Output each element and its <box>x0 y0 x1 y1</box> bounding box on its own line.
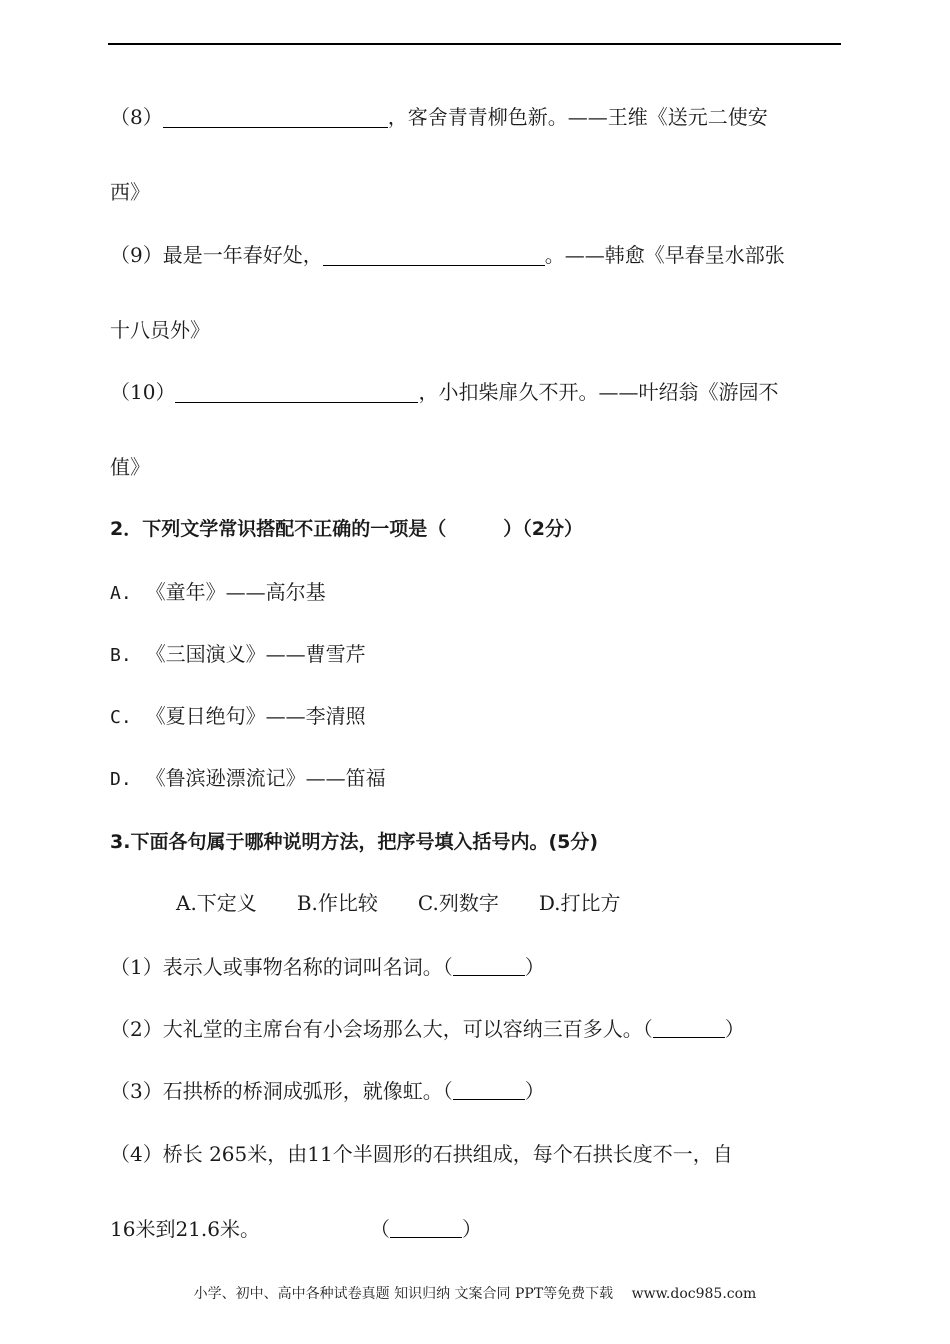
method-a: A.下定义 <box>176 891 257 915</box>
header-rule <box>108 43 841 45</box>
answer-blank[interactable] <box>390 1219 462 1238</box>
sentence-text: 16米到21.6米。 <box>110 1217 260 1241</box>
q2-option-b[interactable] <box>110 640 366 670</box>
paren-open: （ <box>442 955 453 979</box>
item-8-text: ，客舍青青柳色新。——王维《送元二使安 <box>387 105 768 129</box>
sentence-text: （2）大礼堂的主席台有小会场那么大，可以容纳三百多人。 <box>110 1017 643 1041</box>
paren-open: （ <box>442 1079 453 1103</box>
answer-blank[interactable] <box>653 1019 725 1038</box>
paren-close: ） <box>524 1079 545 1103</box>
question-3-stem: 3.下面各句属于哪种说明方法，把序号填入括号内。(5分) <box>110 831 599 853</box>
item-9 <box>110 241 785 269</box>
q3-sentence-3 <box>110 1077 545 1105</box>
item-8 <box>110 103 768 131</box>
option-text: 《童年》——高尔基 <box>145 580 326 604</box>
item-9-tail: 。——韩愈《早春呈水部张 <box>544 243 785 267</box>
option-text: 《三国演义》——曹雪芹 <box>145 642 366 666</box>
answer-blank[interactable] <box>453 957 525 976</box>
item-8-number: （8） <box>110 105 163 129</box>
option-text: 《夏日绝句》——李清照 <box>145 704 366 728</box>
question-2-stem: 2．下列文学常识搭配不正确的一项是（ ）（2分） <box>110 518 583 540</box>
page-footer: 小学、初中、高中各种试卷真题 知识归纳 文案合同 PPT等免费下载 www.doc985.com <box>193 1286 757 1302</box>
q3-sentence-4: （4）桥长 265米，由11个半圆形的石拱组成，每个石拱长度不一，自 <box>110 1142 733 1166</box>
paren-open: （ <box>369 1217 390 1241</box>
item-10-text: ，小扣柴扉久不开。——叶绍翁《游园不 <box>418 380 779 404</box>
method-b: B.作比较 <box>296 891 378 915</box>
paren-close: ） <box>461 1217 482 1241</box>
q3-sentence-2 <box>110 1015 745 1043</box>
method-c: C.列数字 <box>417 891 499 915</box>
option-letter: A. <box>110 583 132 604</box>
sentence-text: （3）石拱桥的桥洞成弧形，就像虹。 <box>110 1079 443 1103</box>
answer-blank[interactable] <box>163 107 388 128</box>
item-9-wrap: 十八员外》 <box>110 318 210 342</box>
sentence-text: （1）表示人或事物名称的词叫名词。 <box>110 955 443 979</box>
answer-blank[interactable] <box>175 382 418 403</box>
item-10-wrap: 值》 <box>110 455 150 479</box>
item-9-text: （9）最是一年春好处， <box>110 243 323 267</box>
q2-option-d[interactable] <box>110 764 386 794</box>
option-letter: B. <box>110 645 132 666</box>
paren-close: ） <box>724 1017 745 1041</box>
paren-open: （ <box>642 1017 653 1041</box>
q3-sentence-1 <box>110 953 545 981</box>
q2-option-a[interactable] <box>110 578 326 608</box>
q3-sentence-4-wrap <box>110 1215 482 1243</box>
item-10-number: （10） <box>110 380 176 404</box>
item-8-wrap: 西》 <box>110 180 150 204</box>
method-d: D.打比方 <box>538 891 621 915</box>
option-text: 《鲁滨逊漂流记》——笛福 <box>145 766 386 790</box>
option-letter: D. <box>110 769 132 790</box>
q2-option-c[interactable] <box>110 702 366 732</box>
paren-close: ） <box>524 955 545 979</box>
option-letter: C. <box>110 707 132 728</box>
answer-blank[interactable] <box>323 245 545 266</box>
item-10 <box>110 378 778 406</box>
method-options <box>176 889 661 917</box>
answer-blank[interactable] <box>453 1081 525 1100</box>
